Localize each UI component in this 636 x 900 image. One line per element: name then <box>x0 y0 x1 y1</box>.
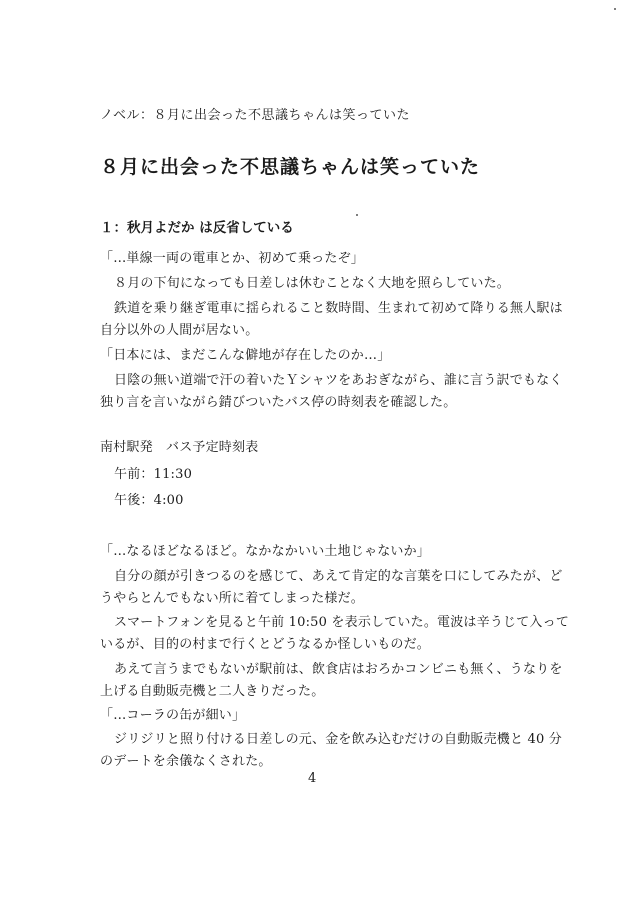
body-line: のデートを余儀なくされた。 <box>100 754 272 769</box>
body-line: スマートフォンを見ると午前 10:50 を表示していた。電波は辛うじて入って <box>114 615 570 630</box>
body-line: 鉄道を乗り継ぎ電車に揺られること数時間、生まれて初めて降りる無人駅は <box>114 301 563 316</box>
dialogue-line: 「…コーラの缶が細い」 <box>100 708 246 723</box>
chapter-heading: １：秋月よだか は反省している <box>100 220 294 236</box>
body-line: ジリジリと照り付ける日差しの元、金を飲み込むだけの自動販売機と 40 分 <box>114 732 563 747</box>
body-line: ８月の下旬になっても日差しは休むことなく大地を照らしていた。 <box>114 276 511 291</box>
timetable-heading: 南村駅発 バス予定時刻表 <box>100 440 259 455</box>
page-title: ８月に出会った不思議ちゃんは笑っていた <box>100 156 481 178</box>
scan-speck <box>356 214 358 216</box>
dialogue-line: 「…単線一両の電車とか、初めて乗ったぞ」 <box>100 251 365 266</box>
body-line: あえて言うまでもないが駅前は、飲食店はおろかコンビニも無く、うなりを <box>114 662 563 677</box>
body-line: いるが、目的の村まで行くとどうなるか怪しいものだ。 <box>100 637 431 652</box>
body-line: 独り言を言いながら錆びついたバス停の時刻表を確認した。 <box>100 395 457 410</box>
timetable-entry: 午前：11:30 <box>114 467 193 482</box>
dialogue-line: 「日本には、まだこんな僻地が存在したのか…」 <box>100 348 391 363</box>
body-line: うやらとんでもない所に着てしまった様だ。 <box>100 591 365 606</box>
scan-speck <box>614 8 616 10</box>
body-line: 自分以外の人間が居ない。 <box>100 323 259 338</box>
running-header: ノベル：８月に出会った不思議ちゃんは笑っていた <box>100 108 410 123</box>
dialogue-line: 「…なるほどなるほど。なかなかいい土地じゃないか」 <box>100 544 431 559</box>
body-line: 日陰の無い道端で汗の着いたＹシャツをあおぎながら、誰に言う訳でもなく <box>114 373 563 388</box>
body-line: 上げる自動販売機と二人きりだった。 <box>100 684 325 699</box>
body-line: 自分の顔が引きつるのを感じて、あえて肯定的な言葉を口にしてみたが、ど <box>114 569 563 584</box>
page-number: 4 <box>308 771 317 786</box>
timetable-entry: 午後：4:00 <box>114 493 184 508</box>
